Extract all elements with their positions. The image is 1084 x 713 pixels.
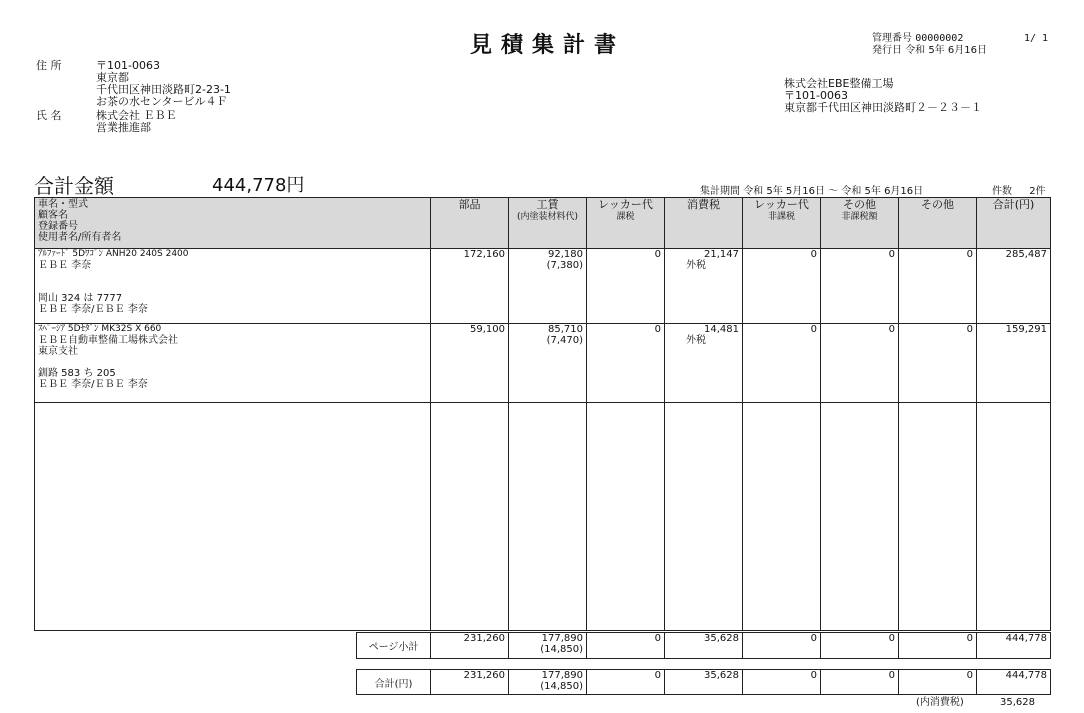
header-vehicle-info [35, 198, 431, 249]
row-other-nontax: 0 [821, 249, 899, 324]
row-tax-type: 外税 [686, 260, 706, 271]
row-tow-taxable: 0 [587, 324, 665, 403]
grand-total-tax: 35,628 [665, 670, 743, 695]
header-labor-sub: (内塗装材料代) [516, 212, 579, 222]
row-total: 159,291 [977, 324, 1051, 403]
name-label: 氏 名 [36, 109, 62, 122]
page-subtotal-label: ページ小計 [357, 633, 431, 659]
header-labor-label: 工賃 [536, 198, 559, 211]
header-tow-taxable [587, 198, 665, 249]
subtotal-total: 444,778 [977, 633, 1051, 659]
management-number-value: 00000002 [915, 33, 964, 44]
count-value: 2件 [1029, 186, 1046, 197]
issuer-company: 株式会社EBE整備工場 [784, 77, 894, 90]
header-vehicle-model: 車名・型式 [38, 199, 88, 210]
row-tax [665, 249, 743, 324]
document-title: 見積集計書 [470, 33, 626, 58]
row-labor-sub: (7,380) [546, 260, 583, 271]
customer-name [96, 110, 177, 134]
empty-cell [35, 403, 431, 631]
subtotal-tax: 35,628 [665, 633, 743, 659]
row-other-nontax: 0 [821, 324, 899, 403]
row-tax-value: 21,147 [704, 249, 739, 260]
row-parts: 172,160 [431, 249, 509, 324]
grand-total-row [357, 670, 1051, 695]
subtotal-parts: 231,260 [431, 633, 509, 659]
grand-total-label: 合計(円) [357, 670, 431, 695]
empty-cell [977, 403, 1051, 631]
aggregation-period [700, 186, 923, 198]
management-number [872, 33, 963, 45]
header-tow-nontax-sub: 非課税 [767, 212, 795, 222]
customer-address-line: お茶の水センタービル４Ｆ [96, 95, 228, 108]
subtotal-other-nontax: 0 [821, 633, 899, 659]
empty-cell [743, 403, 821, 631]
row-description [35, 249, 431, 324]
row-tax [665, 324, 743, 403]
subtotal-tow-nontax: 0 [743, 633, 821, 659]
header-user-owner: 使用者名/所有者名 [38, 232, 122, 243]
page-subtotal-row [357, 633, 1051, 659]
grand-total-other-nontax: 0 [821, 670, 899, 695]
header-tow-taxable-label: レッカー代 [598, 198, 653, 211]
row-user-owner: ＥＢＥ 李奈/ＥＢＥ 李奈 [38, 379, 148, 390]
issuer-postal: 〒101-0063 [784, 89, 848, 102]
subtotal-tow-taxable: 0 [587, 633, 665, 659]
management-number-label: 管理番号 [872, 33, 912, 44]
page-subtotal-table [356, 632, 1051, 659]
row-customer-branch: 東京支社 [38, 346, 78, 357]
subtotal-labor-sub: (14,850) [540, 644, 583, 655]
empty-cell [899, 403, 977, 631]
row-registration-no: 釧路 583 ち 205 [38, 368, 116, 379]
empty-cell [665, 403, 743, 631]
row-labor-value: 85,710 [548, 324, 583, 335]
issue-date-value: 令和 5年 6月16日 [905, 45, 987, 56]
empty-cell [587, 403, 665, 631]
customer-postal: 〒101-0063 [96, 59, 160, 72]
header-consumption-tax [665, 198, 743, 249]
period-label: 集計期間 [700, 186, 740, 197]
empty-cell [821, 403, 899, 631]
row-user-owner: ＥＢＥ 李奈/ＥＢＥ 李奈 [38, 304, 148, 315]
grand-total-total: 444,778 [977, 670, 1051, 695]
estimate-table [34, 197, 1051, 631]
issuer-block [784, 78, 982, 114]
row-labor-sub: (7,470) [546, 335, 583, 346]
grand-total-other: 0 [899, 670, 977, 695]
row-labor [509, 324, 587, 403]
row-tow-nontax: 0 [743, 249, 821, 324]
count-label: 件数 [992, 186, 1012, 197]
header-other-nontax-label: その他 [843, 198, 876, 211]
customer-name-line: 営業推進部 [96, 121, 151, 134]
customer-name-line: 株式会社 ＥＢＥ [96, 109, 177, 122]
row-registration-no: 岡山 324 は 7777 [38, 293, 123, 304]
address-label: 住 所 [36, 59, 62, 72]
row-other: 0 [899, 249, 977, 324]
header-other [899, 198, 977, 249]
header-total [977, 198, 1051, 249]
row-customer: ＥＢＥ自動車整備工場株式会社 [38, 335, 178, 346]
row-description [35, 324, 431, 403]
row-tax-value: 14,481 [704, 324, 739, 335]
header-tow-taxable-sub: 課税 [616, 212, 635, 222]
table-row [35, 249, 1051, 324]
subtotal-labor-value: 177,890 [541, 633, 583, 644]
total-amount-label: 合計金額 [34, 174, 114, 198]
grand-total-labor-sub: (14,850) [540, 681, 583, 692]
header-tax-label: 消費税 [687, 198, 720, 211]
issue-date [872, 45, 987, 57]
row-customer: ＥＢＥ 李奈 [38, 260, 92, 271]
grand-total-table [356, 669, 1051, 695]
included-tax-label: (内消費税) [916, 697, 964, 708]
total-amount-value: 444,778円 [212, 175, 305, 196]
row-other: 0 [899, 324, 977, 403]
table-header [35, 198, 1051, 249]
grand-total-parts: 231,260 [431, 670, 509, 695]
row-tow-taxable: 0 [587, 249, 665, 324]
grand-total-tow-nontax: 0 [743, 670, 821, 695]
issue-date-label: 発行日 [872, 45, 902, 56]
row-vehicle: ｱﾙﾌｧｰﾄﾞ 5Dﾜｺﾞﾝ ANH20 240S 2400 [38, 249, 189, 259]
row-labor [509, 249, 587, 324]
item-count [992, 186, 1046, 198]
header-other-nontax-sub: 非課税額 [841, 212, 878, 222]
empty-cell [509, 403, 587, 631]
customer-address-line: 東京都 [96, 71, 129, 84]
issuer-address: 東京都千代田区神田淡路町２－２３－１ [784, 101, 982, 114]
header-customer-name: 顧客名 [38, 210, 68, 221]
subtotal-labor [509, 633, 587, 659]
customer-address [96, 60, 231, 108]
subtotal-other: 0 [899, 633, 977, 659]
grand-total-tow-taxable: 0 [587, 670, 665, 695]
empty-cell [431, 403, 509, 631]
header-tow-nontax-label: レッカー代 [754, 198, 809, 211]
header-registration-no: 登録番号 [38, 221, 78, 232]
period-value: 令和 5年 5月16日 ～ 令和 5年 6月16日 [743, 186, 924, 197]
row-tow-nontax: 0 [743, 324, 821, 403]
header-labor [509, 198, 587, 249]
header-other-label: その他 [921, 198, 954, 211]
header-parts-label: 部品 [458, 198, 481, 211]
table-row-empty [35, 403, 1051, 631]
customer-address-line: 千代田区神田淡路町2-23-1 [96, 83, 231, 96]
row-labor-value: 92,180 [548, 249, 583, 260]
row-total: 285,487 [977, 249, 1051, 324]
page-number: 1/ 1 [1024, 33, 1049, 44]
included-tax-value: 35,628 [1000, 697, 1035, 708]
grand-total-labor-value: 177,890 [541, 670, 583, 681]
header-total-label: 合計(円) [992, 198, 1035, 211]
header-other-nontax [821, 198, 899, 249]
grand-total-labor [509, 670, 587, 695]
row-tax-type: 外税 [686, 335, 706, 346]
header-tow-nontax [743, 198, 821, 249]
table-row [35, 324, 1051, 403]
header-parts [431, 198, 509, 249]
row-vehicle: ｽﾍﾟｰｼｱ 5Dｾﾀﾞﾝ MK32S X 660 [38, 324, 162, 334]
row-parts: 59,100 [431, 324, 509, 403]
